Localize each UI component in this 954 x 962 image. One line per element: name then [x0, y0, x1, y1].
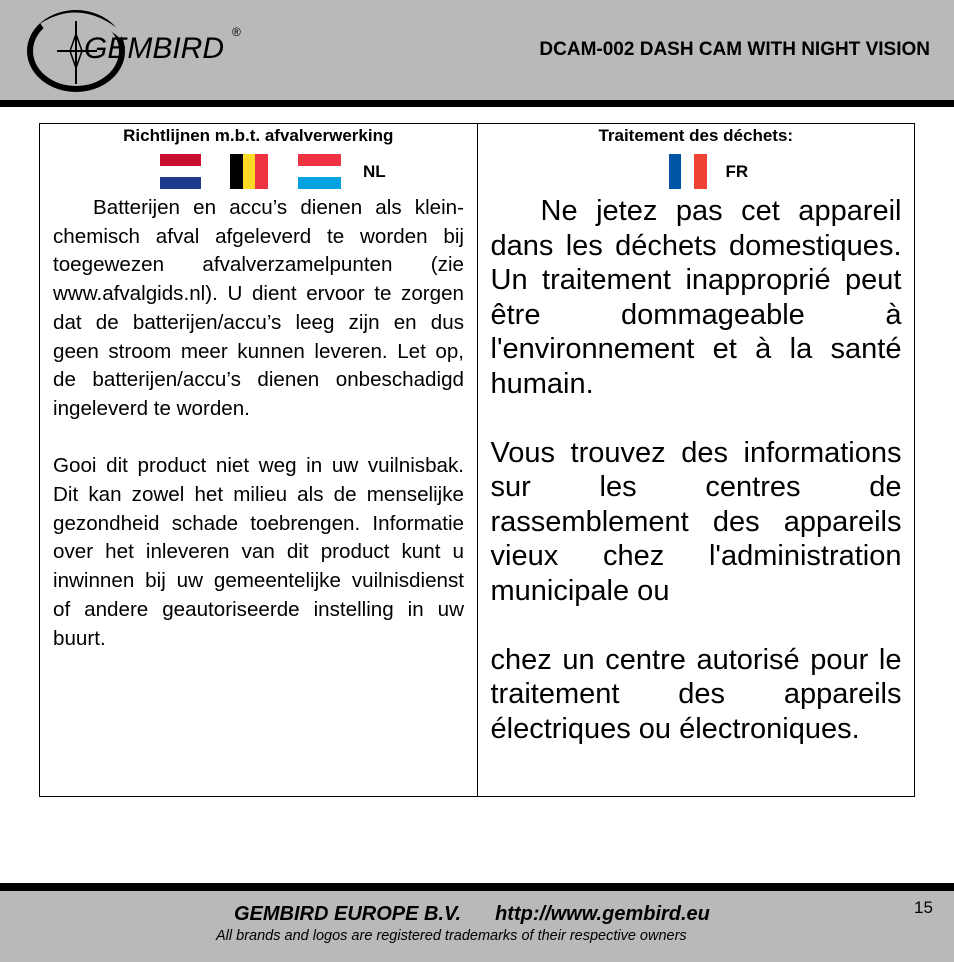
dutch-paragraph: Batterijen en accu’s dienen als klein-chemisch afval afgeleverd te worden bij toegewezen afvalverzamelpunten (zie www.afvalgids.nl). U dient ervoor te zorgen dat de batterijen/accu’s leeg zijn en dus geen stroom meer kunnen leveren. Let op, de batterijen/accu’s dienen onbeschadigd ingeleverd te worden.	[53, 196, 464, 420]
footer-url[interactable]: http://www.gembird.eu	[495, 903, 710, 925]
luxembourg-flag-icon	[298, 154, 341, 189]
dutch-language-code: NL	[363, 162, 386, 181]
disposal-table	[39, 123, 915, 797]
footer-trademark-notice: All brands and logos are registered trademarks of their respective owners	[216, 928, 687, 944]
french-language-code: FR	[725, 162, 749, 181]
footer-company-line	[234, 903, 710, 926]
french-section-title: Traitement des déchets:	[598, 126, 794, 145]
page-header	[0, 0, 954, 107]
french-column	[478, 124, 915, 796]
dutch-body-text	[53, 194, 464, 682]
brand-name: GEMBIRD	[84, 32, 225, 65]
document-title: DCAM-002 DASH CAM WITH NIGHT VISION	[539, 39, 930, 60]
dutch-section-title: Richtlijnen m.b.t. afvalverwerking	[123, 126, 394, 145]
french-body-text	[491, 194, 902, 781]
page-number: 15	[914, 898, 933, 917]
footer-company: GEMBIRD EUROPE B.V.	[234, 903, 462, 925]
french-paragraph: Ne jetez pas cet appareil dans les déchets domestiques. Un traitement inapproprié peut être dommageable à l'environnement et à la santé humain.	[490, 195, 902, 400]
netherlands-flag-icon	[160, 154, 201, 189]
gembird-logo	[22, 6, 252, 96]
france-flag-icon	[669, 154, 707, 189]
french-paragraph: chez un centre autorisé pour le traitement des appareils électriques ou électroniques.	[490, 643, 902, 745]
dutch-column	[40, 124, 478, 796]
dutch-paragraph: Gooi dit product niet weg in uw vuilnisbak. Dit kan zowel het milieu als de menselijke gezondheid schade toebrengen. Informatie over het inleveren van dit product kunt u inwinnen bij uw gemeentelijke vuilnisdienst of andere geautoriseerde instelling in uw buurt.	[53, 454, 464, 650]
belgium-flag-icon	[230, 154, 268, 189]
french-paragraph: Vous trouvez des informations sur les centres de rassemblement des appareils vieux chez l'administration municipale ou	[490, 436, 902, 607]
registered-mark: ®	[232, 25, 241, 39]
